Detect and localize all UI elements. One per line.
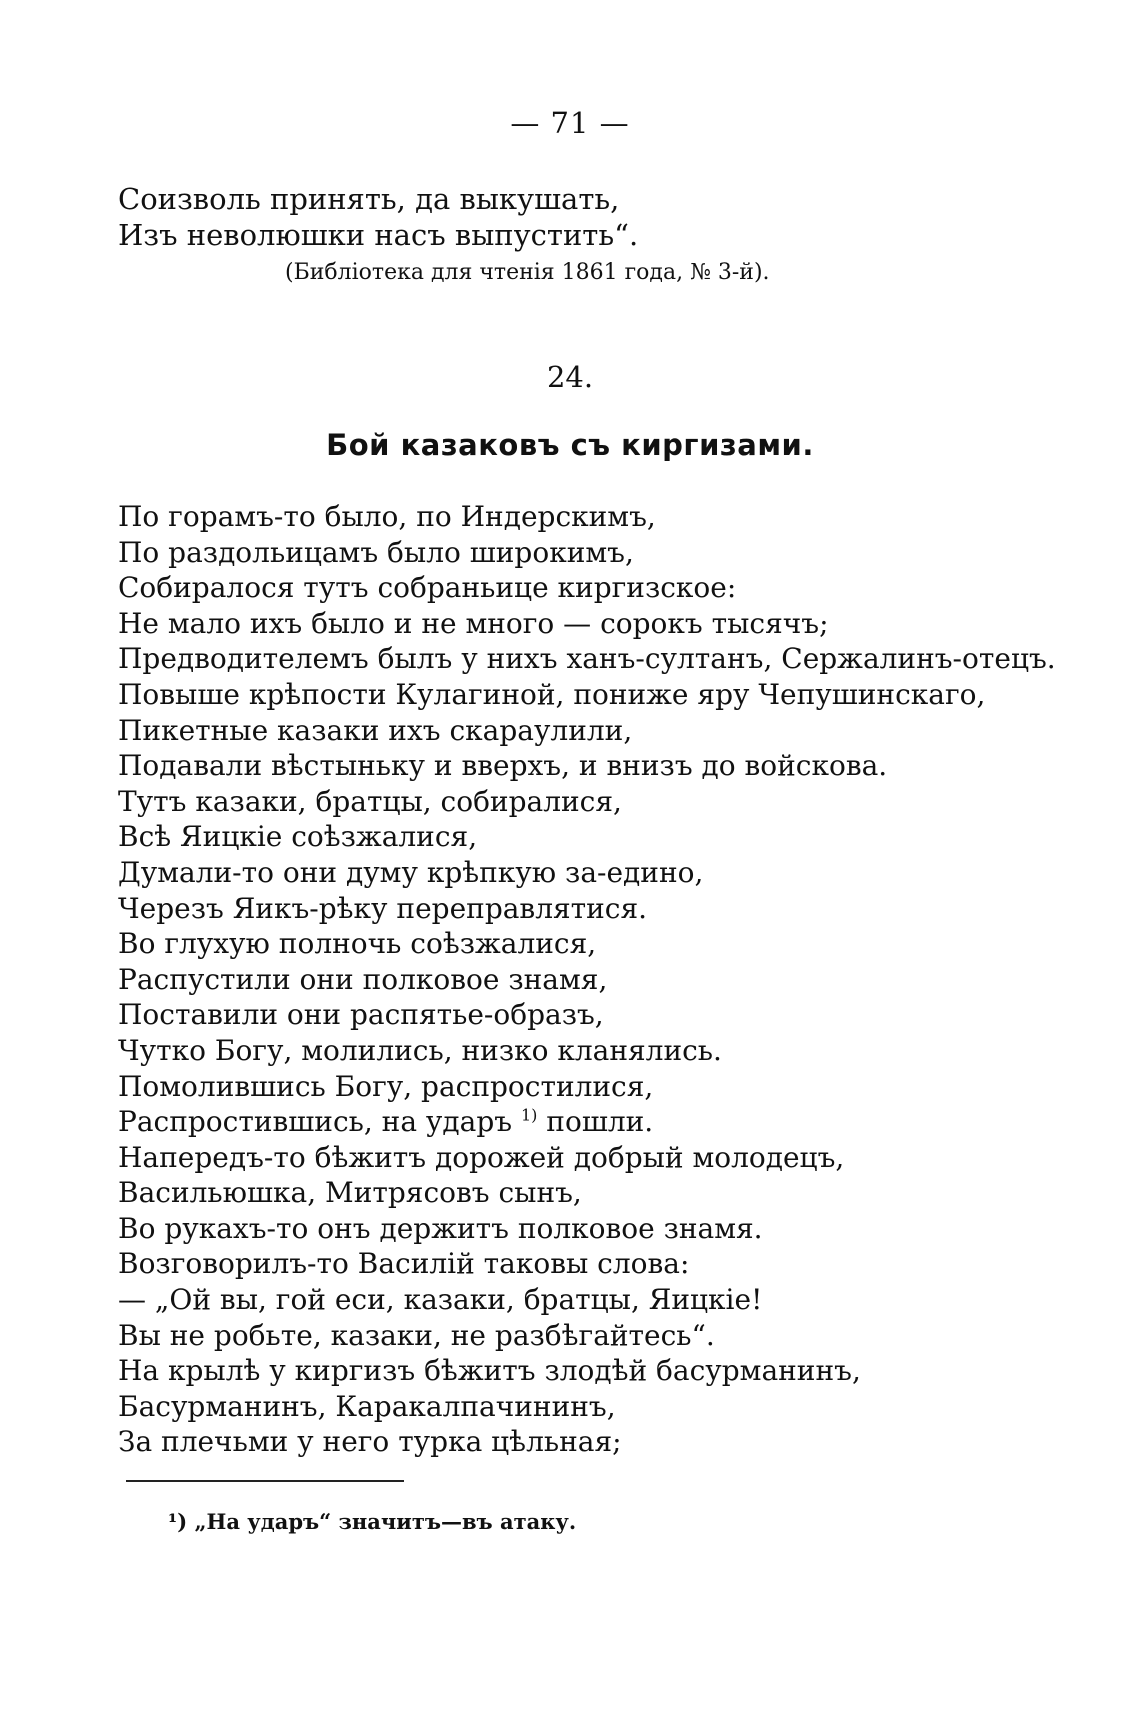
song-number: 24. [546,360,594,394]
poem-line: Чутко Богу, молились, низко кланялись. [118,1033,722,1067]
poem-body [118,499,1056,1460]
poem-line: Во рукахъ-то онъ держитъ полковое знамя. [118,1211,763,1245]
verse-line: Соизволь принять, да выкушать, [118,182,620,216]
poem-line: По раздольицамъ было широкимъ, [118,535,634,569]
poem-line: — „Ой вы, гой еси, казаки, братцы, Яицкіе! [118,1283,763,1317]
poem-line: Помолившись Богу, распростилися, [118,1069,654,1103]
poem-line: Думали-то они думу крѣпкую за-едино, [118,855,704,889]
poem-line: Подавали вѣстыньку и вверхъ, и внизъ до войскова. [118,749,888,783]
poem-line: На крылѣ у киргизъ бѣжитъ злодѣй басурманинъ, [118,1354,861,1388]
footnote-marker: ¹) [168,1509,188,1534]
poem-line: Тутъ казаки, братцы, собиралися, [118,784,622,818]
poem-line: Распустили они полковое знамя, [118,962,608,996]
poem-line: Предводителемъ былъ у нихъ ханъ-султанъ, Сержалинъ-отецъ. [118,642,1056,676]
footnote [168,1509,576,1534]
poem-line: Вы не робьте, казаки, не разбѣгайтесь“. [118,1318,715,1352]
footnote-text: „На ударъ“ значитъ—въ атаку. [194,1509,577,1534]
poem-line: Собиралося тутъ собраньице киргизское: [118,571,737,605]
poem-line: Всѣ Яицкіе соѣзжалися, [118,820,478,854]
song-title: Бой казаковъ съ киргизами. [326,428,814,462]
poem-line: Васильюшка, Митрясовъ сынъ, [118,1176,582,1210]
poem-line: За плечьми у него турка цѣльная; [118,1425,622,1459]
poem-line: Напередъ-то бѣжитъ дорожей добрый молодецъ, [118,1140,845,1174]
poem-line: Не мало ихъ было и не много — сорокъ тысячъ; [118,606,829,640]
poem-line: Поставили они распятье-образъ, [118,998,604,1032]
previous-song-ending [118,181,638,253]
poem-line: Черезъ Яикъ-рѣку переправлятися. [118,891,648,925]
poem-line-text: Распростившись, на ударъ [118,1105,513,1139]
poem-line: Басурманинъ, Каракалпачининъ, [118,1389,616,1423]
poem-line: Возговорилъ-то Василій таковы слова: [118,1247,690,1281]
footnote-divider [126,1480,404,1482]
footnote-reference: 1) [520,1105,538,1125]
poem-line-text-end: пошли. [537,1105,654,1139]
page-number: — 71 — [510,106,630,140]
verse-line: Изъ неволюшки насъ выпустить“. [118,218,639,252]
poem-line: Повыше крѣпости Кулагиной, пониже яру Чепушинскаго, [118,677,986,711]
poem-line: По горамъ-то было, по Индерскимъ, [118,500,656,533]
poem-line: Во глухую полночь соѣзжалися, [118,927,597,961]
poem-line-with-footnote [118,1104,1056,1140]
source-citation: (Библіотека для чтенія 1861 года, № 3-й). [285,260,770,285]
poem-line: Пикетные казаки ихъ скараулили, [118,713,633,747]
